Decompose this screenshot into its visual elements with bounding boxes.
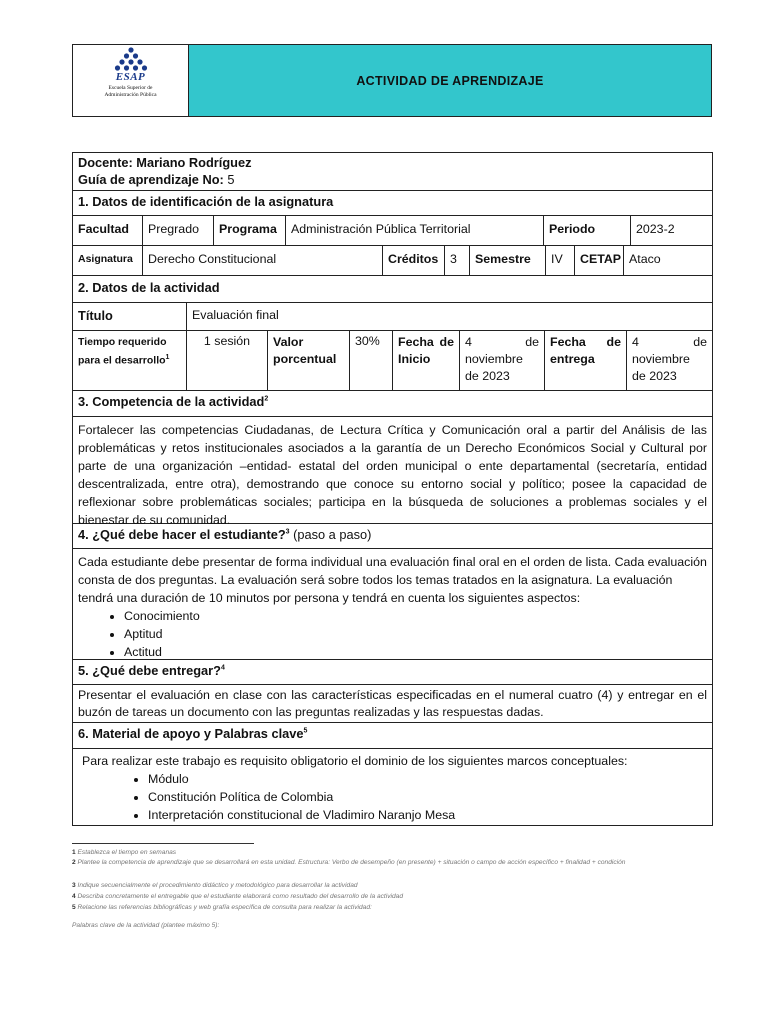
activity-form bbox=[72, 152, 713, 826]
fecha-inicio-label-2: de bbox=[439, 335, 454, 349]
valor-value: 30% bbox=[350, 331, 393, 390]
fecha-inicio-de: de bbox=[525, 335, 539, 349]
docente-label: Docente: Mariano Rodríguez bbox=[78, 155, 252, 170]
fecha-inicio-day: 4 bbox=[465, 335, 472, 349]
section-1-title: 1. Datos de identificación de la asignatura bbox=[78, 194, 334, 209]
section-4-suffix: (paso a paso) bbox=[289, 527, 372, 542]
section-2-row bbox=[73, 276, 712, 303]
programa-label: Programa bbox=[214, 216, 286, 245]
list-item: • Actitud bbox=[124, 643, 707, 661]
material-text: Para realizar este trabajo es requisito obligatorio el dominio de los siguientes marcos conceptuales: bbox=[82, 754, 628, 768]
section-4-row bbox=[73, 524, 712, 549]
document-title: ACTIVIDAD DE APRENDIZAJE bbox=[189, 45, 711, 116]
asignatura-row bbox=[73, 246, 712, 276]
footnote-separator bbox=[72, 843, 254, 844]
section-2-title: 2. Datos de la actividad bbox=[78, 280, 220, 295]
section-5-title: 5. ¿Qué debe entregar? bbox=[78, 663, 221, 678]
asignatura-label: Asignatura bbox=[73, 246, 143, 275]
footnote-5: 5 Relacione las referencias bibliográficas y web grafía específica de consulta para realizar la actividad: bbox=[72, 904, 372, 911]
section-6-title: 6. Material de apoyo y Palabras clave bbox=[78, 726, 304, 741]
material-row bbox=[73, 749, 712, 825]
tiempo-label-2: para el desarrollo bbox=[78, 354, 166, 367]
footnote-4: 4 Describa concretamente el entregable que el estudiante elaborará como resultado del desarrollo de la actividad bbox=[72, 893, 403, 900]
titulo-value: Evaluación final bbox=[192, 308, 279, 322]
facultad-label: Facultad bbox=[73, 216, 143, 245]
guia-number: 5 bbox=[227, 172, 235, 187]
section-5-row bbox=[73, 660, 712, 685]
fecha-inicio-year: de 2023 bbox=[465, 369, 510, 383]
fecha-entrega-day: 4 bbox=[632, 335, 639, 349]
list-item: • Módulo bbox=[148, 770, 707, 788]
fecha-inicio-label-3: Inicio bbox=[398, 352, 431, 366]
competencia-row bbox=[73, 417, 712, 527]
footnote-2: 2 Plantee la competencia de aprendizaje que se desarrollará en esta unidad. Estructura: Verbo de desempeño (en presente) + situación o campo de acción específico + finalidad + condición bbox=[72, 859, 626, 866]
list-item: • Conocimiento bbox=[124, 607, 707, 625]
fecha-entrega-de: de bbox=[693, 335, 707, 349]
fecha-entrega-year: de 2023 bbox=[632, 369, 677, 383]
tiempo-label-1: Tiempo requerido bbox=[78, 336, 167, 348]
fecha-inicio-month: noviembre bbox=[465, 352, 523, 366]
entregable-text: Presentar el evaluación en clase con las características especificadas en el numeral cuatro (4) y entregar en el buzón de tareas un documento con las preguntas realizadas y las respuestas dadas. bbox=[78, 688, 707, 719]
titulo-label: Título bbox=[73, 303, 187, 330]
creditos-label: Créditos bbox=[383, 246, 445, 275]
cetap-label: CETAP bbox=[575, 246, 624, 275]
fecha-entrega-month: noviembre bbox=[632, 352, 690, 366]
footnote-ref-2: 2 bbox=[264, 395, 269, 403]
facultad-row bbox=[73, 216, 712, 246]
periodo-label: Periodo bbox=[544, 216, 631, 245]
programa-value: Administración Pública Territorial bbox=[286, 216, 544, 245]
section-3-row bbox=[73, 391, 712, 417]
section-4-title: 4. ¿Qué debe hacer el estudiante? bbox=[78, 527, 286, 542]
logo-line-1: Escuela Superior de bbox=[108, 85, 153, 91]
semestre-label: Semestre bbox=[470, 246, 546, 275]
footnote-keywords: Palabras clave de la actividad (plantee máximo 5): bbox=[72, 922, 220, 929]
creditos-value: 3 bbox=[445, 246, 470, 275]
competencia-text: Fortalecer las competencias Ciudadanas, de Lectura Crítica y Comunicación oral a partir del Análisis de las problemáticas y retos institucionales asociados a la garantía de un Derecho Económicos Social y Cultural por parte de una organización –entidad- estatal del orden municipal o ente departamental (secretaría, entidad descentralizada, entre otra), demostrando que conoce su entorno social y político; posee la capacidad de reflexionar sobre problemáticas sociales; participa en la búsqueda de soluciones a problemas sociales y el bienestar de su comunidad. bbox=[78, 423, 707, 527]
semestre-value: IV bbox=[546, 246, 575, 275]
fecha-inicio-label-1: Fecha bbox=[398, 335, 434, 349]
list-item: • Constitución Política de Colombia bbox=[148, 788, 707, 806]
esap-logo bbox=[73, 45, 189, 116]
logo-line-2: Administración Pública bbox=[104, 92, 157, 98]
facultad-value: Pregrado bbox=[143, 216, 214, 245]
tiempo-row bbox=[73, 331, 712, 391]
fecha-entrega-label-2: de bbox=[606, 335, 621, 349]
periodo-value: 2023-2 bbox=[636, 222, 675, 236]
material-list bbox=[82, 770, 707, 824]
aspectos-list bbox=[78, 607, 707, 661]
instrucciones-row bbox=[73, 549, 712, 660]
section-1-row bbox=[73, 191, 712, 216]
list-item: • Interpretación constitucional de Vladimiro Naranjo Mesa bbox=[148, 806, 707, 824]
tiempo-value: 1 sesión bbox=[187, 331, 268, 390]
instrucciones-text: Cada estudiante debe presentar de forma individual una evaluación final oral en el orden de lista. Cada evaluación consta de dos preguntas. La evaluación será sobre todos los temas tratados en la asignatura. La evaluación tendrá una duración de 10 minutos por persona y tendrá en cuenta los siguientes aspectos: bbox=[78, 555, 707, 605]
titulo-row bbox=[73, 303, 712, 331]
footnote-ref-1: 1 bbox=[165, 354, 170, 361]
cetap-value: Ataco bbox=[629, 252, 661, 266]
docente-row bbox=[73, 153, 712, 191]
logo-wordmark: ESAP bbox=[115, 71, 146, 83]
entregable-row bbox=[73, 685, 712, 723]
fecha-entrega-label-3: entrega bbox=[550, 352, 595, 366]
valor-label: Valor porcentual bbox=[268, 331, 350, 390]
footnote-3: 3 Indique secuencialmente el procedimiento didáctico y metodológico para desarrollar la actividad bbox=[72, 882, 358, 889]
list-item: • Aptitud bbox=[124, 625, 707, 643]
footnote-ref-3: 3 bbox=[285, 528, 290, 536]
asignatura-value: Derecho Constitucional bbox=[143, 246, 383, 275]
section-3-title: 3. Competencia de la actividad bbox=[78, 394, 265, 409]
footnote-1: 1 Establezca el tiempo en semanas bbox=[72, 849, 177, 856]
footnote-ref-4: 4 bbox=[220, 664, 225, 672]
fecha-entrega-label-1: Fecha bbox=[550, 335, 586, 349]
guia-label: Guía de aprendizaje No: bbox=[78, 172, 224, 187]
footnote-ref-5: 5 bbox=[303, 727, 308, 735]
section-6-row bbox=[73, 723, 712, 749]
document-header bbox=[72, 44, 712, 117]
